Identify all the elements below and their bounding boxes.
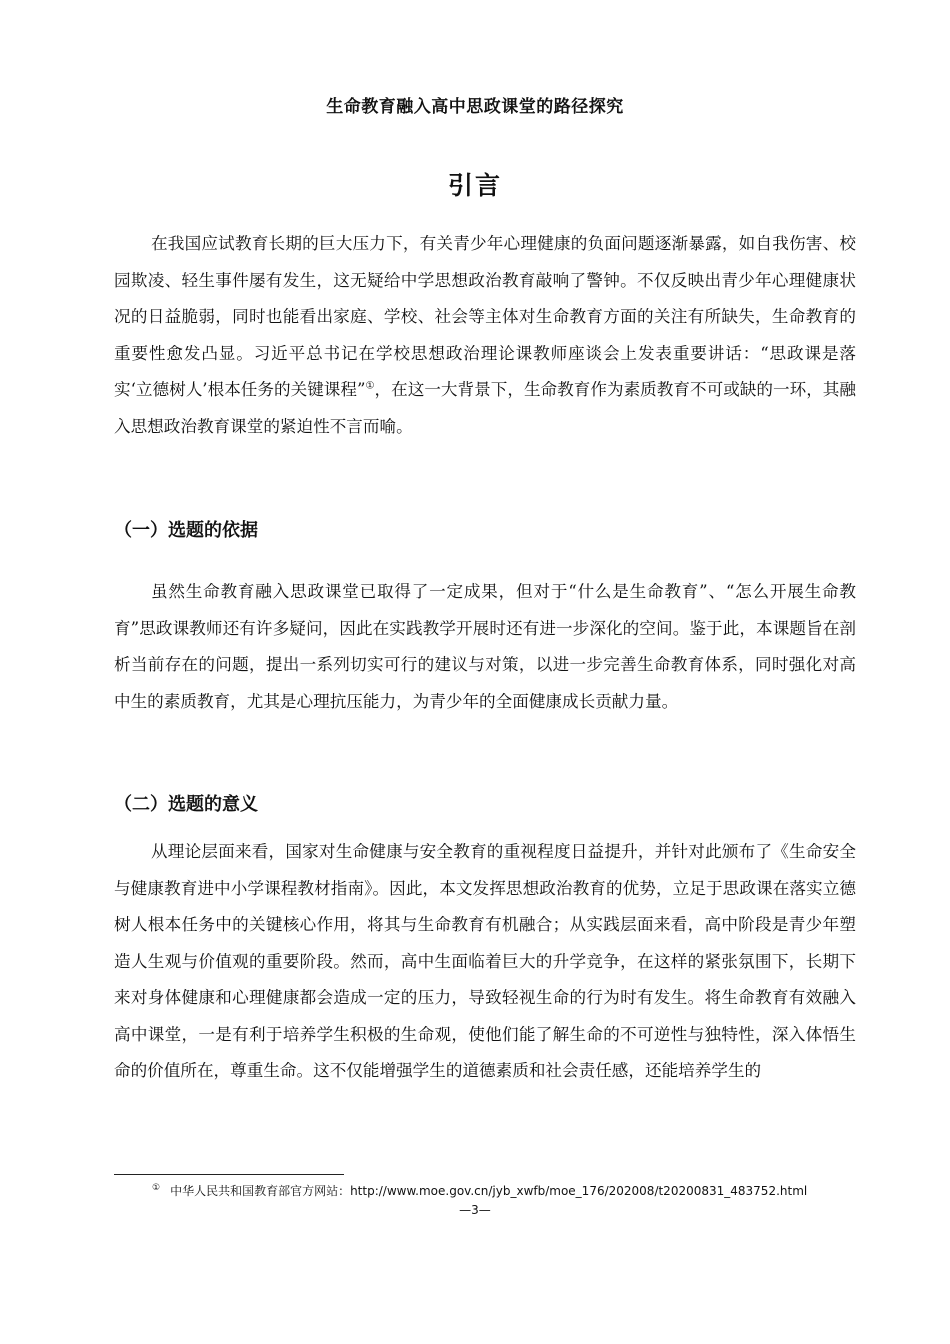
page-number: —3— — [459, 1203, 491, 1217]
footnote-divider — [114, 1174, 344, 1175]
footnote — [152, 1182, 872, 1199]
footnote-text: 中华人民共和国教育部官方网站：http://www.moe.gov.cn/jyb_xwfb/moe_176/202008/t20200831_483752.html — [170, 1184, 808, 1198]
section-heading-significance: （二）选题的意义 — [114, 794, 258, 815]
footnote-marker: ① — [152, 1183, 161, 1193]
document-title: 生命教育融入高中思政课堂的路径探究 — [326, 97, 624, 117]
section-heading-basis: （一）选题的依据 — [114, 520, 258, 541]
section-paragraph-basis: 虽然生命教育融入思政课堂已取得了一定成果，但对于“什么是生命教育”、“怎么开展生命教育”思政课教师还有许多疑问，因此在实践教学开展时还有进一步深化的空间。鉴于此，本课题旨在剖析当前存在的问题，提出一系列切实可行的建议与对策，以进一步完善生命教育体系，同时强化对高中生的素质教育，尤其是心理抗压能力，为青少年的全面健康成长贡献力量。 — [114, 582, 856, 711]
intro-text-part1: 在我国应试教育长期的巨大压力下，有关青少年心理健康的负面问题逐渐暴露，如自我伤害、校园欺凌、轻生事件屡有发生，这无疑给中学思想政治教育敲响了警钟。不仅反映出青少年心理健康状况的日益脆弱，同时也能看出家庭、学校、社会等主体对生命教育方面的关注有所缺失，生命教育的重要性愈发凸显。习近平总书记在学校思想政治理论课教师座谈会上发表重要讲话：“思政课是落实‘立德树人’根本任务的关键课程” — [114, 234, 856, 399]
introduction-heading: 引言 — [447, 171, 502, 200]
footnote-reference[interactable]: ① — [365, 380, 375, 392]
intro-text-part2: ，在这一大背景下，生命教育作为素质教育不可或缺的一环，其融入思想政治教育课堂的紧迫性不言而喻。 — [114, 380, 857, 436]
introduction-paragraph — [114, 226, 856, 445]
section-paragraph-significance: 从理论层面来看，国家对生命健康与安全教育的重视程度日益提升，并针对此颁布了《生命安全与健康教育进中小学课程教材指南》。因此，本文发挥思想政治教育的优势，立足于思政课在落实立德树人根本任务中的关键核心作用，将其与生命教育有机融合；从实践层面来看，高中阶段是青少年塑造人生观与价值观的重要阶段。然而，高中生面临着巨大的升学竞争，在这样的紧张氛围下，长期下来对身体健康和心理健康都会造成一定的压力，导致轻视生命的行为时有发生。将生命教育有效融入高中课堂，一是有利于培养学生积极的生命观，使他们能了解生命的不可逆性与独特性，深入体悟生命的价值所在，尊重生命。这不仅能增强学生的道德素质和社会责任感，还能培养学生的 — [114, 842, 856, 1080]
